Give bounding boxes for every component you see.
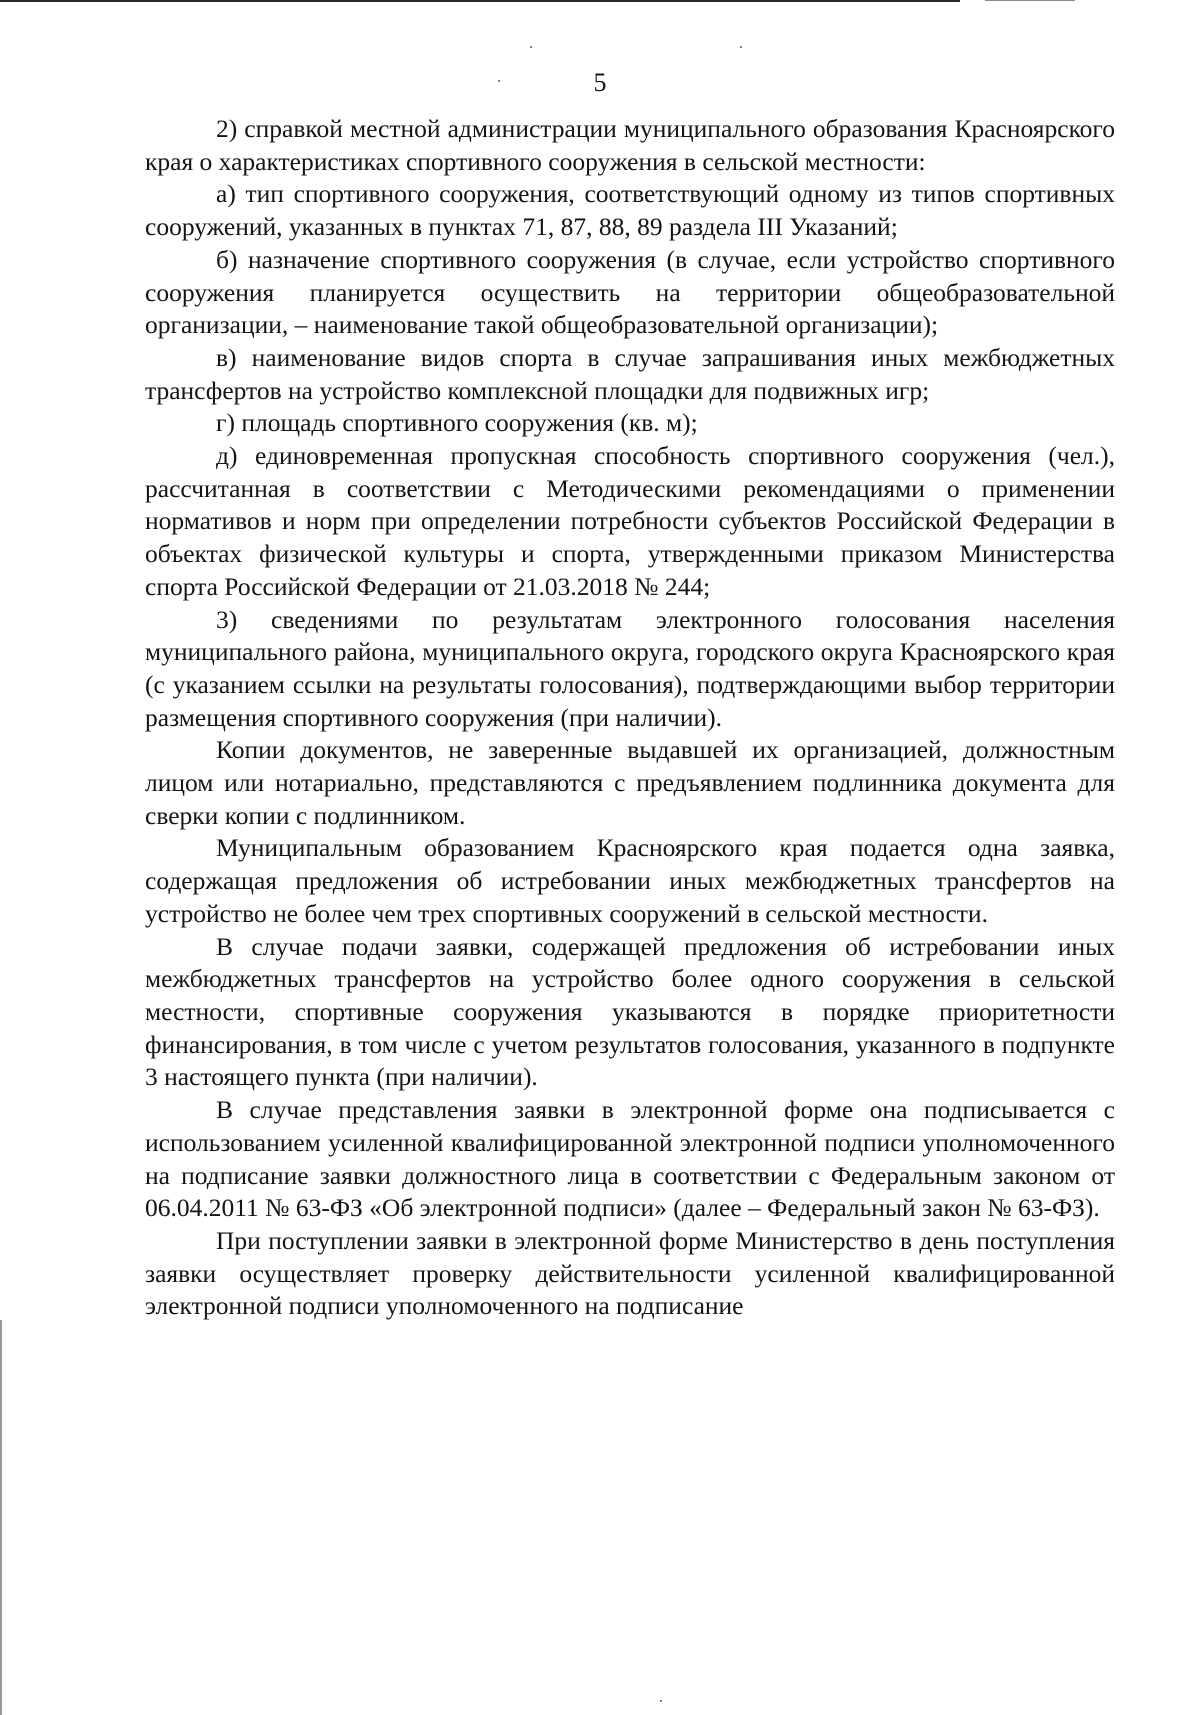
- scan-top-edge: [0, 0, 960, 2]
- paragraph-copies: Копии документов, не заверенные выдавшей их организацией, должностным лицом или нотариально, представляются с предъявлением подлинника документа для сверки копии с подлинником.: [145, 735, 1115, 830]
- scan-speck: [660, 1700, 662, 1702]
- document-body: [145, 113, 1115, 1323]
- paragraph-subclause-a: а) тип спортивного сооружения, соответствующий одному из типов спортивных сооружений, указанных в пунктах 71, 87, 88, 89 раздела III Указаний;: [145, 179, 1115, 242]
- scan-top-edge-mark: [985, 0, 1075, 1]
- paragraph-clause-2: 2) справкой местной администрации муниципального образования Красноярского края о характеристиках спортивного сооружения в сельской местности:: [145, 114, 1115, 176]
- paragraph-subclause-g: г) площадь спортивного сооружения (кв. м);: [216, 408, 698, 438]
- paragraph-clause-3: 3) сведениями по результатам электронного голосования населения муниципального района, муниципального округа, городского округа Красноярского края (с указанием ссылки на результаты голосования), подтверждающими выбор территории размещения спортивного сооружения (при наличии).: [145, 604, 1115, 732]
- paragraph-single-application: Муниципальным образованием Красноярского края подается одна заявка, содержащая предложения об истребовании иных межбюджетных трансфертов на устройство не более чем трех спортивных сооружений в сельской местности.: [145, 833, 1115, 928]
- paragraph-signature-verification: При поступлении заявки в электронной форме Министерство в день поступления заявки осуществляет проверку действительности усиленной квалифицированной электронной подписи уполномоченного на подписание: [145, 1225, 1115, 1321]
- paragraph-priority-order: В случае подачи заявки, содержащей предложения об истребовании иных межбюджетных трансфертов на устройство более одного сооружения в сельской местности, спортивные сооружения указываются в порядке приоритетности финансирования, в том числе с учетом результатов голосования, указанного в подпункте 3 настоящего пункта (при наличии).: [145, 931, 1115, 1092]
- page-number: 5: [593, 68, 607, 97]
- scan-speck: [740, 46, 742, 48]
- paragraph-subclause-v: в) наименование видов спорта в случае запрашивания иных межбюджетных трансфертов на устройство комплексной площадки для подвижных игр;: [145, 342, 1115, 405]
- scan-left-edge: [0, 1320, 2, 1715]
- paragraph-electronic-signature: В случае представления заявки в электронной форме она подписывается с использованием усиленной квалифицированной электронной подписи уполномоченного на подписание заявки должностного лица в соответствии с Федеральным законом от 06.04.2011 № 63-ФЗ «Об электронной подписи» (далее – Федеральный закон № 63-ФЗ).: [145, 1095, 1115, 1223]
- paragraph-subclause-d: д) единовременная пропускная способность спортивного сооружения (чел.), рассчитанная в соответствии с Методическими рекомендациями о применении нормативов и норм при определении потребности субъектов Российской Федерации в объектах физической культуры и спорта, утвержденными приказом Министерства спорта Российской Федерации от 21.03.2018 № 244;: [145, 441, 1115, 601]
- paragraph-subclause-b: б) назначение спортивного сооружения (в случае, если устройство спортивного сооружения планируется осуществить на территории общеобразовательной организации, – наименование такой общеобразовательной организации);: [145, 244, 1115, 340]
- scan-speck: [530, 46, 532, 48]
